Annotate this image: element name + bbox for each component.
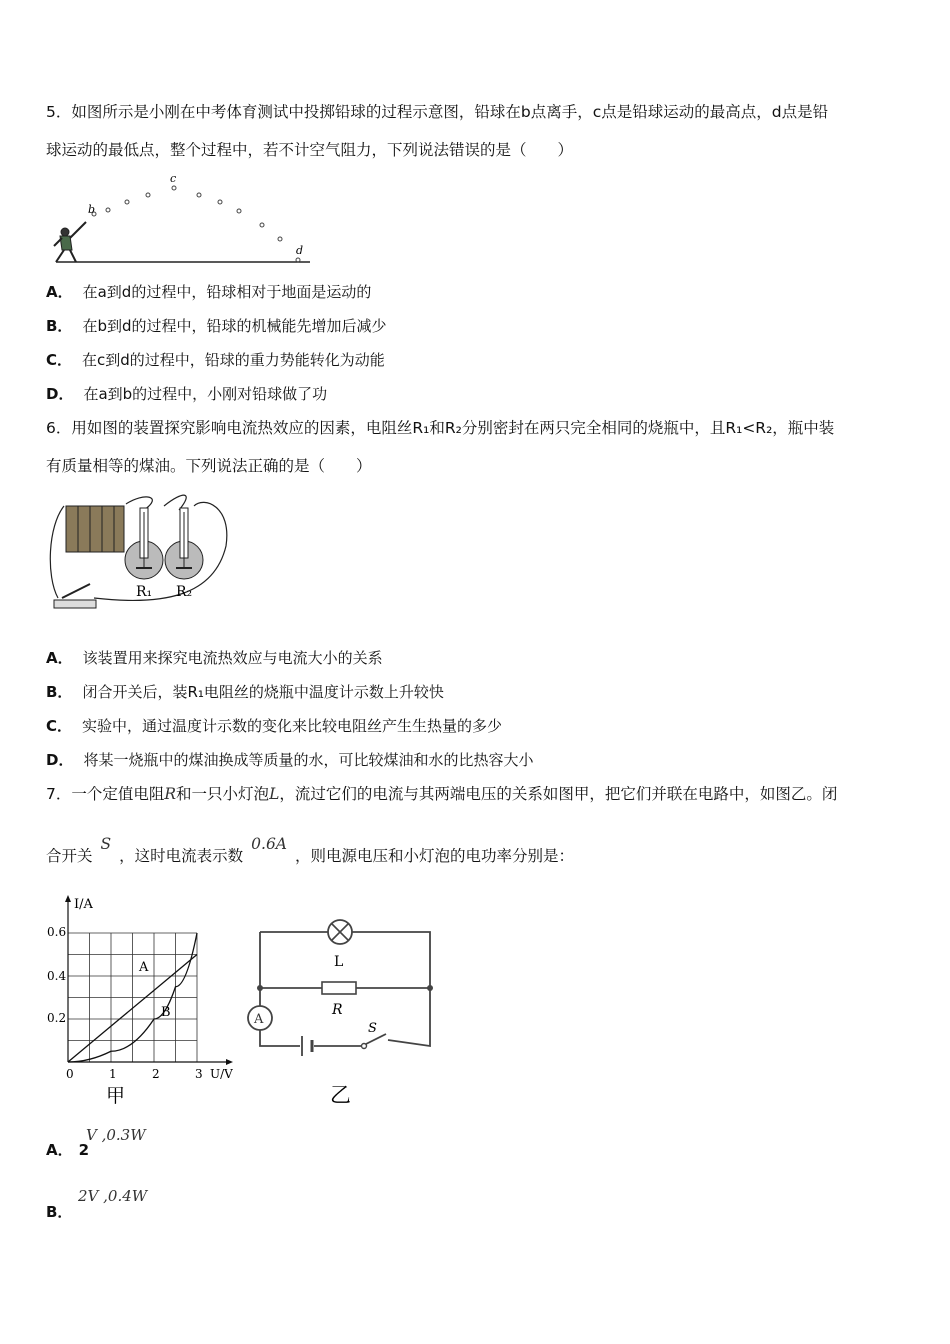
battery-cell-icon [302,1036,312,1056]
switch-icon [54,584,96,608]
q6-option-c[interactable]: C． 实验中，通过温度计示数的变化来比较电阻丝产生生热量的多少 [46,717,503,735]
q5-option-c[interactable]: C． 在c到d的过程中，铅球的重力势能转化为动能 [46,351,385,369]
x-tick-0: 0 [66,1067,74,1081]
symbol-l: L [269,785,280,803]
q7-option-a-math: V ,0.3W [86,1126,146,1144]
q6-heating-apparatus-figure [44,486,244,614]
q6-option-b[interactable]: B． 闭合开关后，装R₁电阻丝的烧瓶中温度计示数上升较快 [46,683,444,701]
x-tick-1: 1 [109,1067,117,1081]
lamp-label: L [334,954,344,970]
x-tick-3: 3 [195,1067,203,1081]
r1-label: R₁ [136,584,153,600]
q7-option-b[interactable]: B． [46,1203,73,1221]
q7-option-b-math: 2V ,0.4W [78,1187,148,1205]
q5-stem-line1: 5．如图所示是小刚在中考体育测试中投掷铅球的过程示意图，铅球在b点离手，c点是铅球运动的最高点，d点是铅 [46,103,829,121]
q5-option-d[interactable]: D． 在a到b的过程中，小刚对铅球做了功 [46,385,328,403]
q7-iu-graph [44,894,244,1110]
q6-stem-line1: 6．用如图的装置探究影响电流热效应的因素，电阻丝R₁和R₂分别密封在两只完全相同的烧瓶中，且R₁<R₂，瓶中装 [46,419,835,437]
resistor-label: R [332,1002,343,1018]
x-axis-label: U/V [210,1067,233,1081]
switch-label: S [368,1021,377,1036]
q7-option-a[interactable]: A． 2 [46,1141,90,1159]
graph-caption: 甲 [106,1085,126,1107]
q7-circuit-diagram [240,912,440,1112]
q7-stem-line2: 合开关S，这时电流表示数0.6A，则电源电压和小灯泡的电功率分别是： [46,835,575,865]
y-tick-0-6: 0.6 [47,925,67,939]
point-c-label: c [170,172,177,185]
y-axis-label: I/A [74,897,93,912]
r2-label: R₂ [176,584,193,600]
q5-stem-line2: 球运动的最低点，整个过程中，若不计空气阻力，下列说法错误的是（ ） [46,141,574,159]
y-tick-0-4: 0.4 [47,969,67,983]
q6-stem-line2: 有质量相等的煤油。下列说法正确的是（ ） [46,457,372,475]
current-value: 0.6A [251,835,287,853]
q5-option-b[interactable]: B． 在b到d的过程中，铅球的机械能先增加后减少 [46,317,387,335]
q5-option-a[interactable]: A． 在a到d的过程中，铅球相对于地面是运动的 [46,283,372,301]
flask-r2-icon [165,508,203,579]
point-b-label: b [88,203,96,216]
curve-a-label: A [139,960,149,975]
resistor-icon [322,982,356,994]
q5-shotput-figure [48,170,318,270]
x-tick-2: 2 [152,1067,160,1081]
symbol-r: R [164,785,177,803]
switch-icon [362,1034,387,1049]
point-d-label: d [296,244,304,257]
symbol-s: S [100,835,112,853]
flask-r1-icon [125,508,163,579]
q7-stem-line1: 7．一个定值电阻R和一只小灯泡L，流过它们的电流与其两端电压的关系如图甲，把它们并联在电路中，如图乙。闭 [46,785,838,803]
y-tick-0-2: 0.2 [47,1011,67,1025]
ammeter-icon [248,1006,272,1030]
q6-option-a[interactable]: A． 该装置用来探究电流热效应与电流大小的关系 [46,649,383,667]
battery-icon [66,506,124,552]
svg-text:A: A [254,1012,264,1027]
q6-option-d[interactable]: D． 将某一烧瓶中的煤油换成等质量的水，可比较煤油和水的比热容大小 [46,751,534,769]
circuit-caption: 乙 [330,1083,351,1107]
thrower-figure [54,222,86,262]
curve-b-label: B [161,1005,171,1020]
lamp-icon [328,920,352,944]
